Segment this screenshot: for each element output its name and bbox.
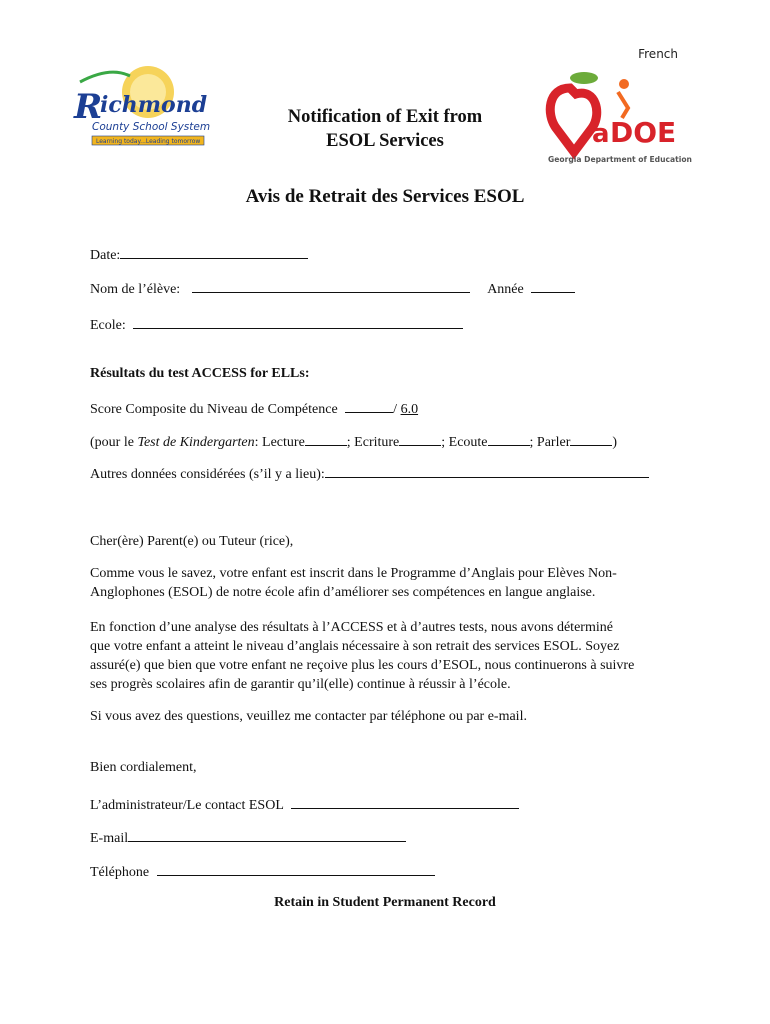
paragraph-exit-decision (90, 618, 680, 694)
svg-text:Georgia Department of Educatio: Georgia Department of Education (548, 155, 692, 164)
composite-max: 6.0 (400, 402, 419, 417)
ecriture-label: Ecriture (354, 435, 400, 450)
admin-blank[interactable] (291, 794, 519, 809)
student-row (90, 278, 575, 298)
date-blank[interactable] (120, 244, 308, 259)
paragraph-1-line-2: Anglophones (ESOL) de notre école afin d’améliorer ses compétences en langue anglaise. (90, 585, 596, 600)
english-title-line-2: ESOL Services (326, 131, 444, 151)
language-label: French (638, 47, 678, 61)
salutation: Cher(ère) Parent(e) ou Tuteur (rice), (90, 534, 294, 549)
richmond-county-logo (70, 62, 230, 154)
kinder-colon: : (254, 435, 259, 450)
parler-blank[interactable] (570, 431, 612, 446)
kinder-open: (pour le (90, 435, 134, 450)
svg-text:DOE: DOE (610, 116, 677, 149)
ecoute-blank[interactable] (488, 431, 530, 446)
date-row (90, 244, 308, 264)
email-row (90, 827, 406, 847)
student-name-blank[interactable] (192, 278, 470, 293)
parler-label: Parler (536, 435, 571, 450)
lecture-blank[interactable] (305, 431, 347, 446)
gadoe-logo (540, 68, 698, 168)
sep-1: ; (346, 435, 351, 450)
email-label: E-mail (90, 831, 129, 846)
date-label: Date: (90, 248, 121, 263)
ecriture-blank[interactable] (399, 431, 441, 446)
other-data-label: Autres données considérées (s’il y a lieu): (90, 467, 325, 482)
results-heading: Résultats du test ACCESS for ELLs: (90, 366, 310, 381)
paragraph-2-line-4: ses progrès scolaires afin de garantir qu’il(elle) continue à réussir à l’école. (90, 677, 511, 692)
kinder-close: ) (612, 435, 618, 450)
composite-blank[interactable] (345, 398, 393, 413)
kindergarten-test-name: Test de Kindergarten (137, 435, 255, 450)
composite-label: Score Composite du Niveau de Compétence (90, 402, 338, 417)
admin-label: L’administrateur/Le contact ESOL (90, 798, 284, 813)
school-blank[interactable] (133, 314, 463, 329)
svg-text:Learning today...Leading tomor: Learning today...Leading tomorrow (96, 138, 201, 145)
retain-notice: Retain in Student Permanent Record (274, 895, 496, 910)
svg-text:a: a (592, 119, 610, 149)
sep-2: ; (441, 435, 446, 450)
svg-text:County School System: County School System (92, 121, 211, 133)
english-title-line-1: Notification of Exit from (287, 107, 483, 127)
email-blank[interactable] (128, 827, 406, 842)
english-title (250, 105, 520, 153)
admin-row (90, 794, 519, 814)
lecture-label: Lecture (262, 435, 305, 450)
closing: Bien cordialement, (90, 760, 197, 775)
paragraph-enrollment (90, 564, 680, 602)
phone-label: Téléphone (90, 865, 150, 880)
paragraph-2-line-1: En fonction d’une analyse des résultats à l’ACCESS et à d’autres tests, nous avons déterminé (90, 620, 613, 635)
year-blank[interactable] (531, 278, 575, 293)
ecoute-label: Ecoute (448, 435, 488, 450)
year-label: Année (487, 282, 524, 297)
paragraph-2-line-2: que votre enfant a atteint le niveau d’anglais nécessaire à son retrait des services ESOL. Soyez (90, 639, 620, 654)
sep-3: ; (529, 435, 534, 450)
composite-row (90, 398, 418, 418)
svg-text:R: R (74, 87, 103, 127)
school-row (90, 314, 463, 334)
other-data-row (90, 463, 649, 483)
paragraph-2-line-3: assuré(e) que bien que votre enfant ne reçoive plus les cours d’ESOL, nous continuerons à suivre (90, 658, 635, 673)
phone-blank[interactable] (157, 861, 435, 876)
other-data-blank[interactable] (325, 463, 649, 478)
paragraph-contact: Si vous avez des questions, veuillez me contacter par téléphone ou par e-mail. (90, 709, 527, 724)
composite-separator: / (393, 402, 398, 417)
phone-row (90, 861, 435, 881)
school-label: Ecole: (90, 318, 126, 333)
svg-text:ichmond: ichmond (100, 92, 208, 118)
student-name-label: Nom de l’élève: (90, 282, 181, 297)
paragraph-1-line-1: Comme vous le savez, votre enfant est inscrit dans le Programme d’Anglais pour Elèves Non- (90, 566, 617, 581)
kindergarten-row (90, 431, 617, 451)
french-title: Avis de Retrait des Services ESOL (245, 186, 525, 207)
